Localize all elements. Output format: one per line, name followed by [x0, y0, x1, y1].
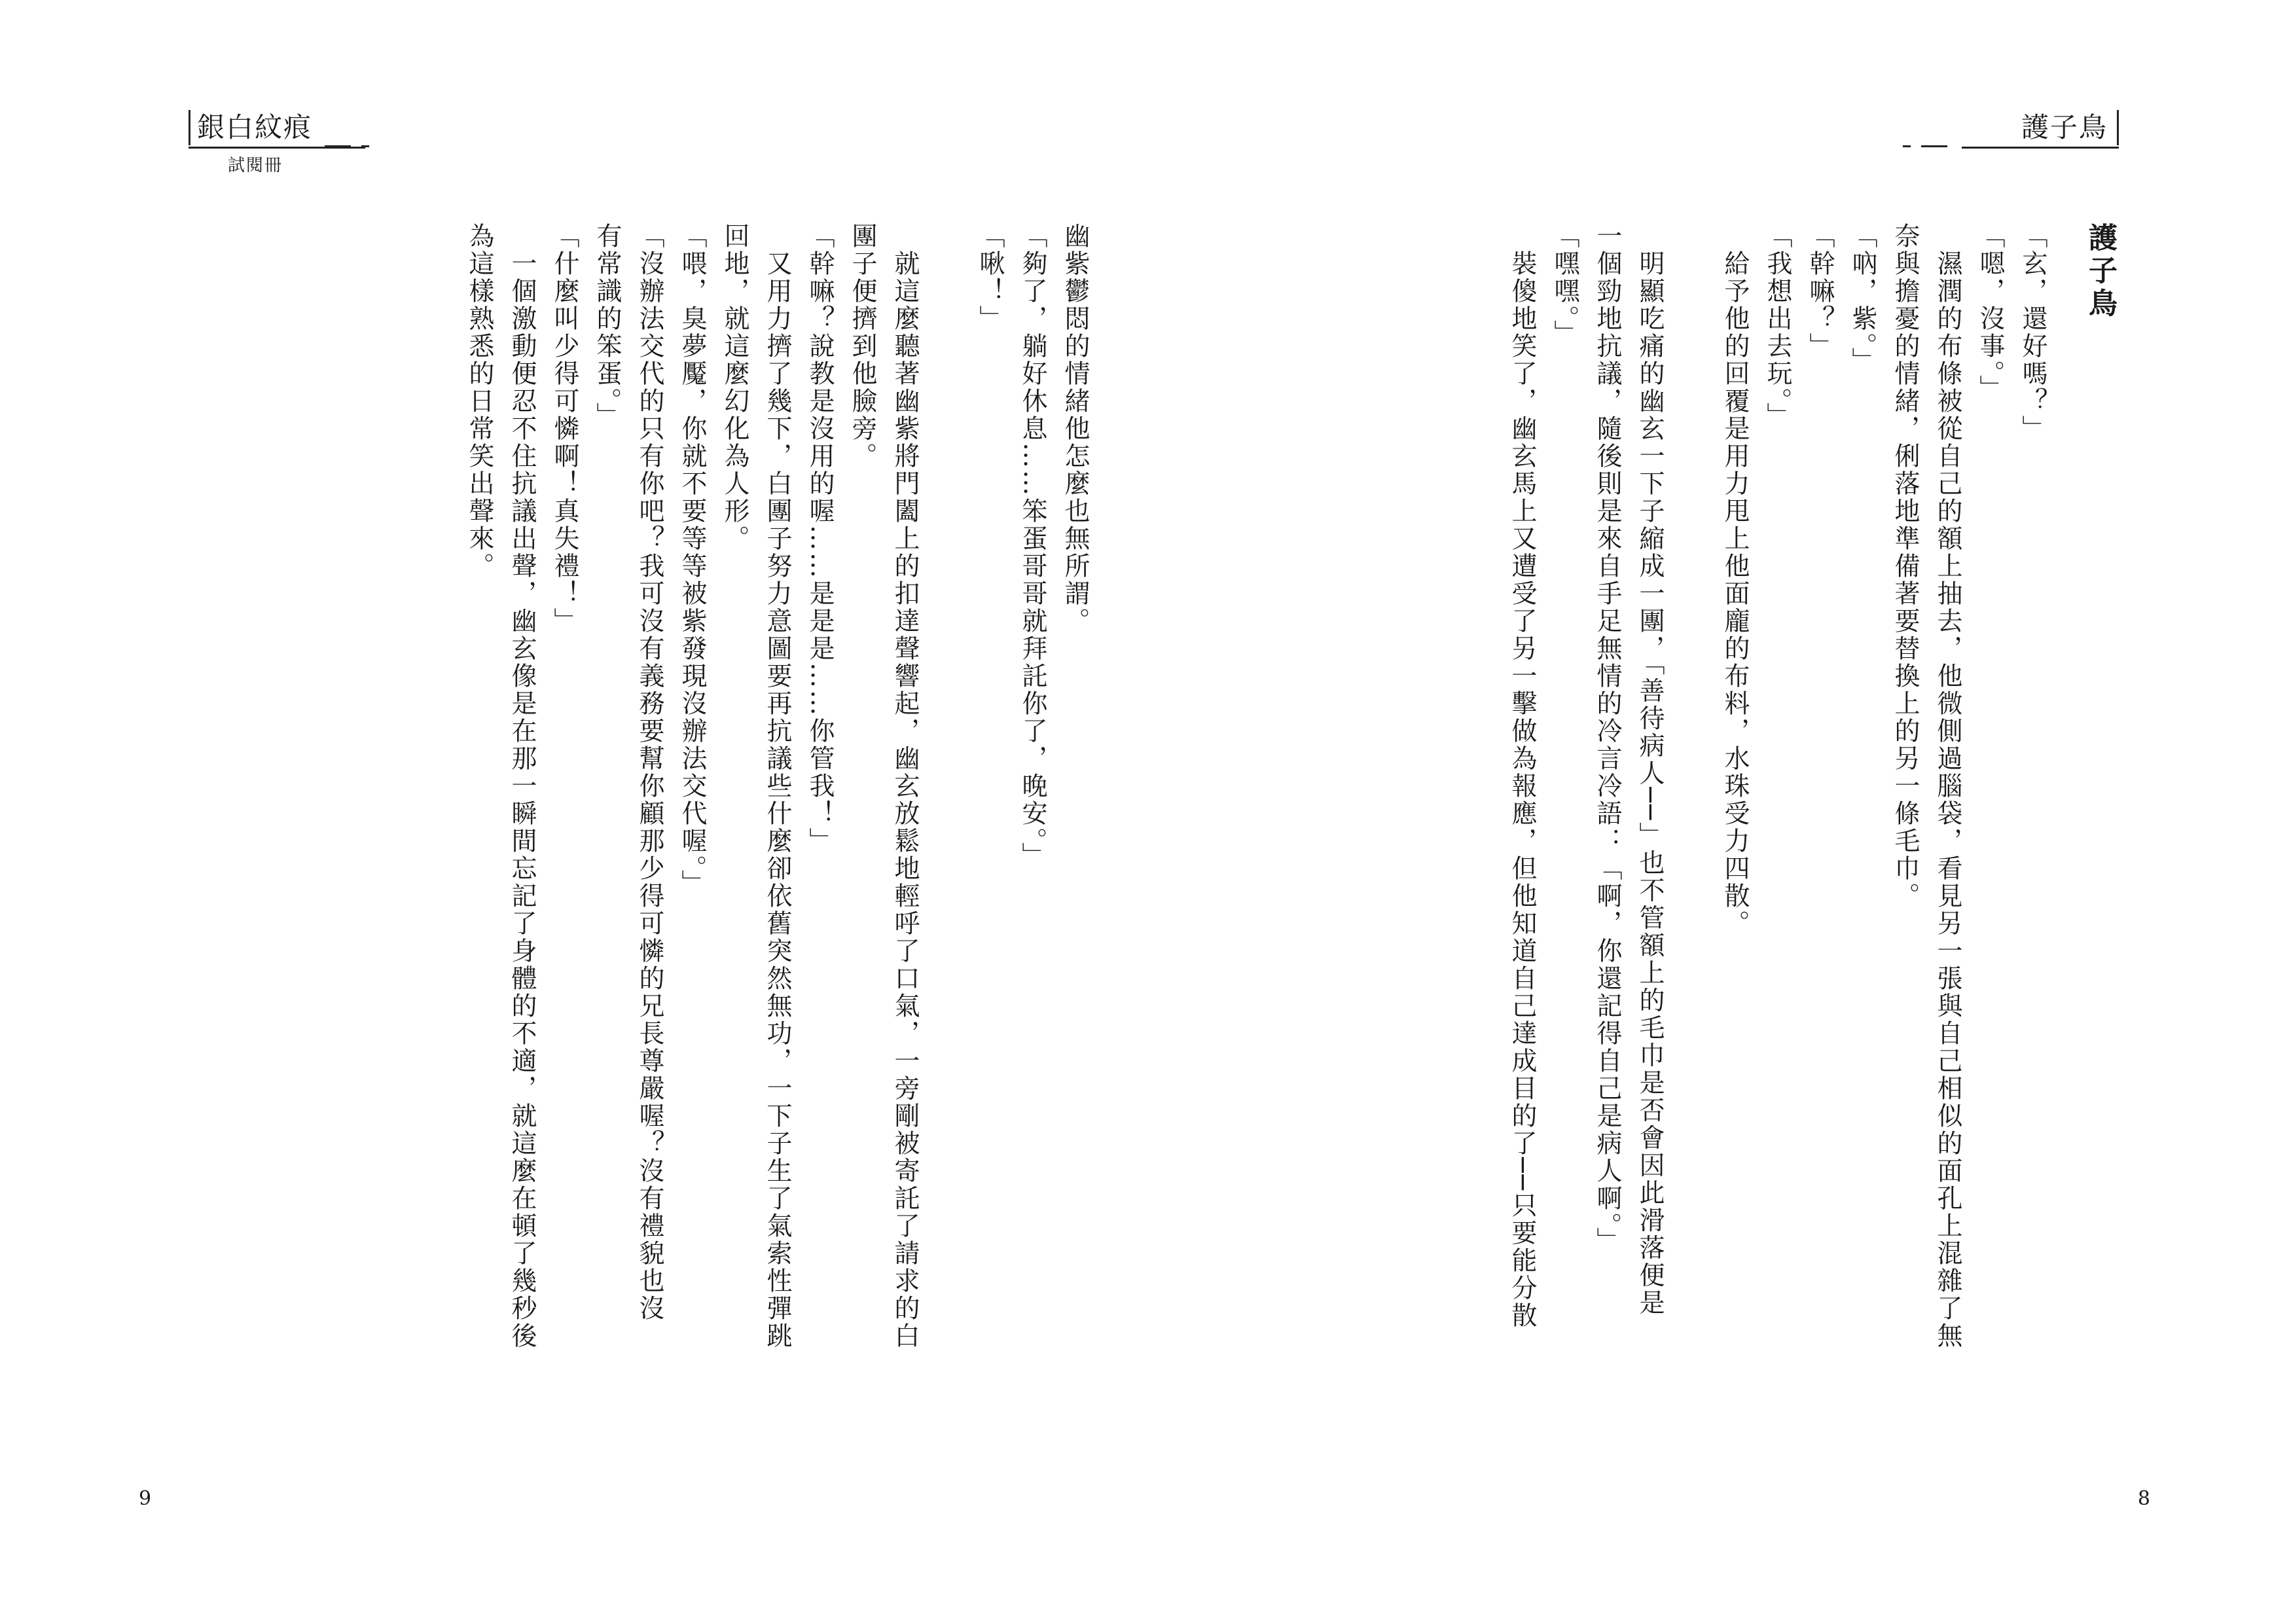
blank-line	[1671, 223, 1714, 1420]
text-line: 一個激動便忍不住抗議出聲，幽玄像是在那一瞬間忘記了身體的不適，就這麼在頓了幾秒後	[507, 223, 537, 1350]
page-number-right: 8	[2137, 1487, 2150, 1510]
running-header-right	[2015, 110, 2119, 145]
text-line: 又用力擠了幾下，白團子努力意圖要再抗議些什麼卻依舊突然無功，一下子生了氣索性彈跳	[763, 223, 792, 1350]
header-dash	[1921, 145, 1947, 147]
text-line: 「啾！」	[975, 223, 1005, 333]
book-subtitle: 試閱冊	[228, 156, 283, 175]
text-line: 「喂，臭夢魘，你就不要等等被紫發現沒辦法交代喔。」	[677, 223, 707, 897]
text-line: 濕潤的布條被從自己的額上抽去，他微側過腦袋，看見另一張與自己相似的面孔上混雜了無	[1933, 223, 1962, 1350]
blank-line	[926, 223, 969, 1420]
text-line: 「我想出去玩。」	[1763, 223, 1792, 430]
text-line: 就這麼聽著幽紫將門闔上的扣達聲響起，幽玄放鬆地輕呼了口氣，一旁剛被寄託了請求的白	[890, 223, 920, 1350]
header-rule-right	[1962, 147, 2119, 149]
text-line: 「幹嘛？」	[1805, 223, 1835, 360]
text-line: 「嘿嘿。」	[1550, 223, 1579, 348]
header-dash	[1903, 145, 1911, 147]
text-line: 給予他的回覆是用力甩上他面龐的布料，水珠受力四散。	[1720, 223, 1750, 937]
text-line: 有常識的笨蛋。」	[592, 223, 622, 430]
page-9-body	[458, 223, 1096, 1420]
text-line: 一個勁地抗議，隨後則是來自手足無情的冷言冷語：「啊，你還記得自己是病人啊。」	[1593, 223, 1622, 1255]
text-line: 幽紫鬱悶的情緒他怎麼也無所謂。	[1060, 223, 1090, 635]
page-8-body	[1501, 223, 2121, 1420]
text-line: 團子便擠到他臉旁。	[848, 223, 877, 470]
text-line: 「沒辦法交代的只有你吧？我可沒有義務要幫你顧那少得可憐的兄長尊嚴喔？沒有禮貌也沒	[635, 223, 664, 1322]
text-line: 裝傻地笑了，幽玄馬上又遭受了另一擊做為報應，但他知道自己達成目的了──只要能分散	[1507, 223, 1537, 1329]
running-header-left	[189, 110, 319, 175]
text-line: 「幹嘛？說教是沒用的喔……是是是……你管我！」	[805, 223, 835, 855]
text-line: 奈與擔憂的情緒，俐落地準備著要替換上的另一條毛巾。	[1890, 223, 1920, 910]
book-title: 銀白紋痕	[189, 110, 319, 145]
text-line: 「什麼叫少得可憐啊！真失禮！」	[550, 223, 579, 635]
header-dash	[361, 145, 369, 147]
text-line: 「嗯，沒事。」	[1975, 223, 2005, 403]
text-line: 回地，就這麼幻化為人形。	[720, 223, 749, 552]
text-line: 明顯吃痛的幽玄一下子縮成一團，「善待病人──」也不管額上的毛巾是否會因此滑落便是	[1635, 223, 1665, 1317]
page-number-left: 9	[139, 1487, 152, 1510]
text-line: 為這樣熟悉的日常笑出聲來。	[465, 223, 494, 580]
chapter-heading: 護子鳥	[2083, 223, 2117, 321]
chapter-running-title: 護子鳥	[2015, 110, 2119, 145]
header-dash	[325, 145, 351, 147]
text-line: 「吶，紫。」	[1848, 223, 1877, 375]
text-line: 「夠了，躺好休息……笨蛋哥哥就拜託你了，晚安。」	[1018, 223, 1047, 870]
text-line: 「玄，還好嗎？」	[2018, 223, 2047, 442]
